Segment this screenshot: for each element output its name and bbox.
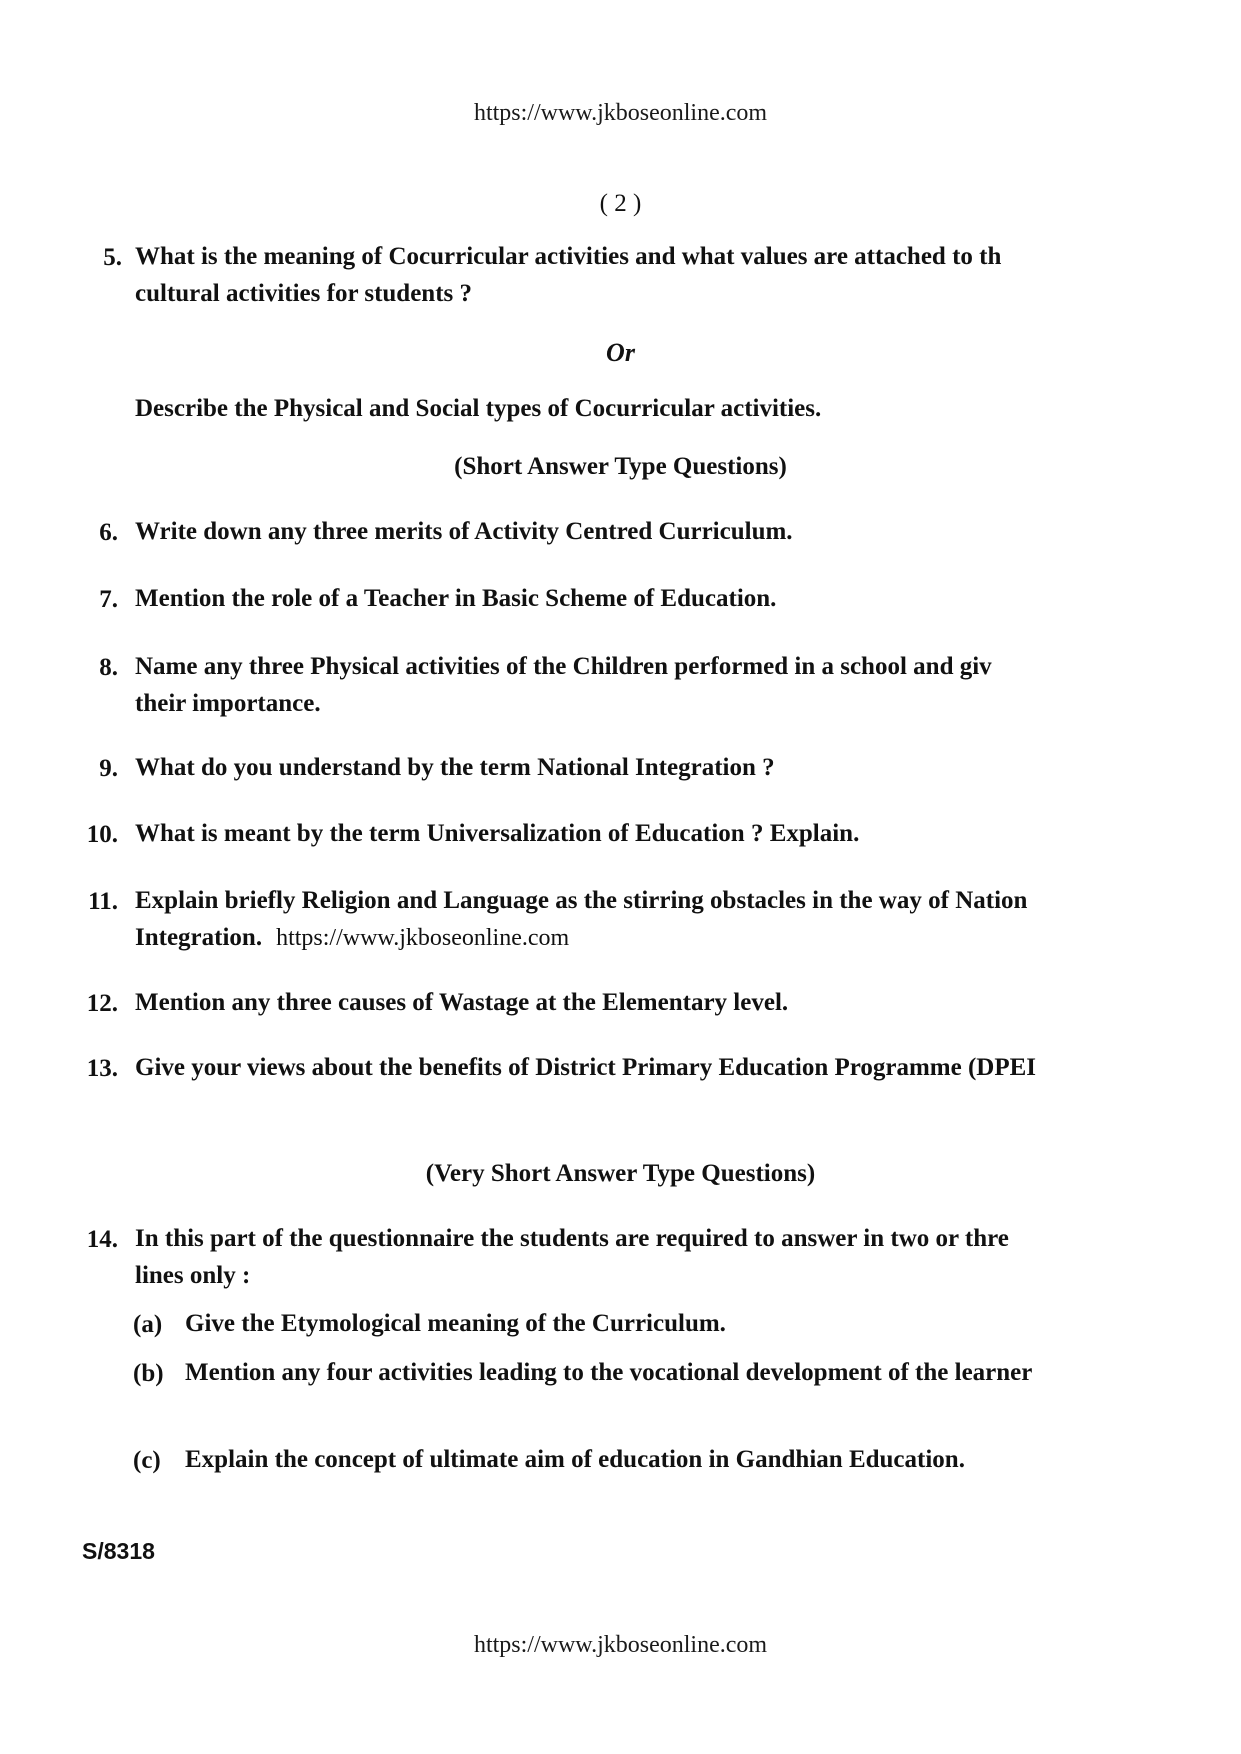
alternate-question-5: Describe the Physical and Social types of Cocurricular activities. — [135, 395, 822, 422]
question-number: 9. — [99, 755, 118, 782]
question-text-line: Explain briefly Religion and Language as the stirring obstacles in the way of Nation — [135, 887, 1028, 914]
sub-question-text: Mention any four activities leading to the vocational development of the learner — [185, 1359, 1033, 1386]
question-text-line: Write down any three merits of Activity Centred Curriculum. — [135, 518, 793, 545]
short-answer-heading: (Short Answer Type Questions) — [454, 453, 787, 480]
very-short-answer-heading: (Very Short Answer Type Questions) — [425, 1160, 816, 1187]
question-number: 5. — [103, 244, 122, 271]
question-number: 11. — [88, 888, 118, 915]
question-text-line: In this part of the questionnaire the students are required to answer in two or thre — [135, 1225, 1009, 1252]
or-separator: Or — [606, 338, 635, 367]
question-number: 10. — [86, 821, 118, 848]
question-text-line: cultural activities for students ? — [135, 280, 473, 307]
header-url: https://www.jkboseonline.com — [473, 100, 768, 126]
sub-question-text: Give the Etymological meaning of the Curriculum. — [185, 1310, 726, 1337]
question-number: 13. — [86, 1055, 118, 1082]
inline-url: https://www.jkboseonline.com — [276, 925, 570, 951]
question-text-line: lines only : — [135, 1262, 251, 1289]
question-number: 8. — [99, 654, 118, 681]
question-text-line: their importance. — [135, 690, 321, 717]
sub-question-label: (a) — [133, 1311, 163, 1338]
question-text-line: What is the meaning of Cocurricular activities and what values are attached to th — [135, 243, 1002, 270]
question-text-line: What is meant by the term Universalization of Education ? Explain. — [135, 820, 860, 847]
question-text-fragment: Integration. — [135, 924, 263, 951]
page-number: ( 2 ) — [599, 190, 642, 217]
question-text-line: Mention the role of a Teacher in Basic Scheme of Education. — [135, 585, 777, 612]
sub-question-label: (c) — [133, 1447, 161, 1474]
question-number: 14. — [86, 1226, 118, 1253]
question-text-line: Give your views about the benefits of District Primary Education Programme (DPEI — [135, 1054, 1037, 1081]
question-text-line: Name any three Physical activities of the Children performed in a school and giv — [135, 653, 992, 680]
question-text-line: Mention any three causes of Wastage at the Elementary level. — [135, 989, 789, 1016]
question-number: 6. — [99, 519, 118, 546]
question-number: 12. — [86, 990, 118, 1017]
sub-question-label: (b) — [133, 1360, 164, 1387]
question-number: 7. — [99, 586, 118, 613]
question-text-line-with-url — [135, 919, 1145, 957]
sub-question-text: Explain the concept of ultimate aim of education in Gandhian Education. — [185, 1446, 965, 1473]
question-text-line: What do you understand by the term National Integration ? — [135, 754, 775, 781]
paper-code: S/8318 — [82, 1538, 155, 1564]
footer-url: https://www.jkboseonline.com — [473, 1632, 768, 1658]
